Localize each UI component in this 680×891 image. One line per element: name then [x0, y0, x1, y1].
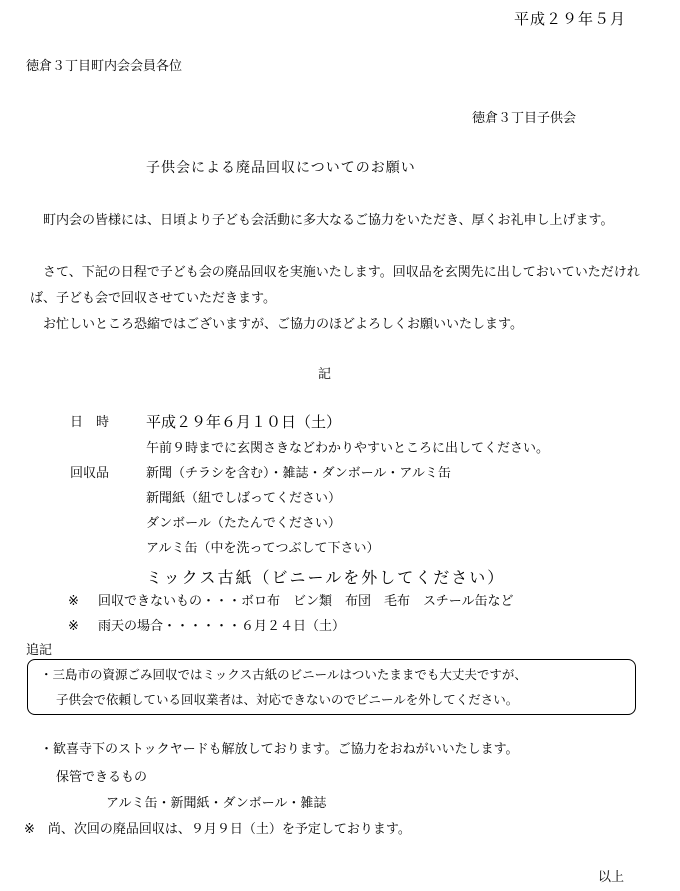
document-title: 子供会による廃品回収についてのお願い	[146, 160, 416, 176]
list-item: 新聞紙（紐でしばってください）	[146, 491, 342, 506]
datetime-label: 日 時	[70, 415, 110, 430]
datetime-note: 午前９時までに玄関さきなどわかりやすいところに出してください。	[146, 441, 550, 456]
items-label: 回収品	[70, 466, 110, 481]
list-item: 新聞（チラシを含む）・雑誌・ダンボール・アルミ缶	[146, 466, 451, 481]
storable-items: アルミ缶・新聞紙・ダンボール・雑誌	[106, 796, 327, 811]
document-date: 平成２９年５月	[513, 10, 626, 28]
sender: 徳倉３丁目子供会	[472, 111, 577, 126]
announcement-paragraph: さて、下記の日程で子ども会の廃品回収を実施いたします。回収品を玄関先に出しておいていただければ、子ども会で回収させていただきます。	[30, 265, 640, 306]
addendum-label: 追記	[26, 643, 53, 658]
stockyard-note: ・歓喜寺下のストックヤードも解放しております。ご協力をおねがいいたします。	[40, 742, 519, 757]
greeting-paragraph: 町内会の皆様には、日頃より子ども会活動に多大なるご協力をいただき、厚くお礼申し上げます。	[43, 213, 614, 228]
not-collected-note	[68, 594, 513, 610]
notice-box-line-2: 子供会で依頼している回収業者は、対応できないのでビニールを外してください。	[56, 692, 519, 707]
notice-box-line-1: ・三島市の資源ごみ回収ではミックス古紙のビニールはついたままでも大丈夫ですが、	[40, 667, 527, 682]
note-mark: ※	[68, 619, 79, 634]
storable-label: 保管できるもの	[56, 770, 148, 785]
datetime-value: 平成２９年６月１０日（土）	[146, 413, 342, 431]
closing-word: 以上	[597, 870, 624, 885]
rain-text: 雨天の場合・・・・・・６月２４日（土）	[98, 619, 346, 634]
list-item: アルミ缶（中を洗ってつぶして下さい）	[146, 541, 380, 556]
ki-heading: 記	[318, 367, 332, 382]
not-collected-text: 回収できないもの・・・ボロ布 ビン類 布団 毛布 スチール缶など	[98, 594, 514, 609]
note-mark: ※	[68, 594, 79, 609]
list-item: ダンボール（たたんでください）	[146, 516, 341, 531]
mix-paper-item: ミックス古紙（ビニールを外してください）	[146, 568, 506, 587]
request-paragraph: お忙しいところ恐縮ではございますが、ご協力のほどよろしくお願いいたします。	[43, 317, 523, 332]
addressee: 徳倉３丁目町内会会員各位	[26, 59, 183, 74]
next-collection-note: ※ 尚、次回の廃品回収は、９月９日（土）を予定しております。	[24, 822, 411, 837]
rain-note	[68, 619, 345, 635]
